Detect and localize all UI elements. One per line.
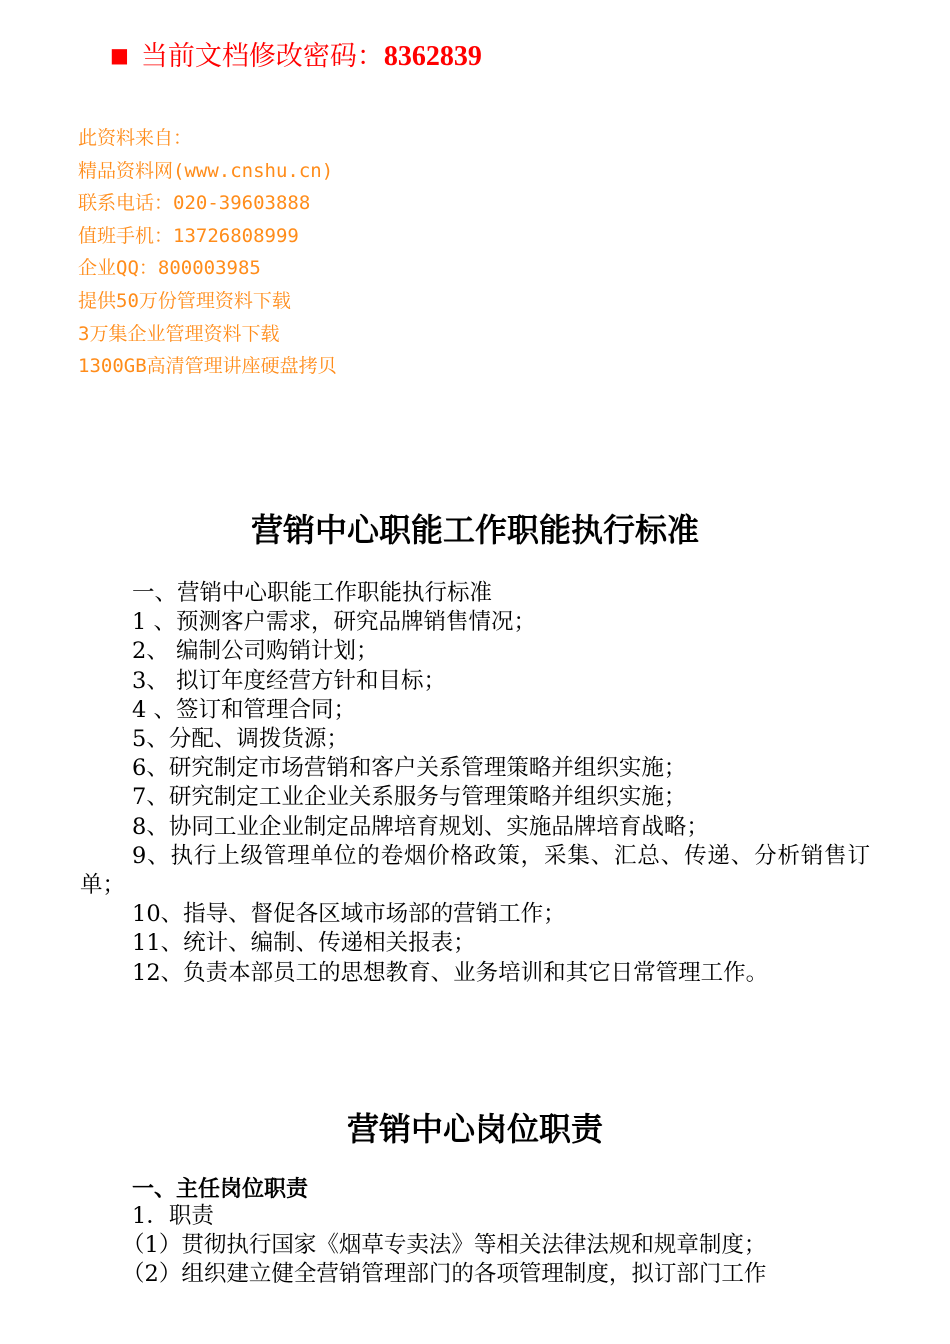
section1-line: 2、 编制公司购销计划； (132, 638, 379, 665)
section1-line: 8、协同工业企业制定品牌培育规划、实施品牌培育战略； (132, 813, 709, 840)
red-square-icon: ■ (110, 43, 129, 67)
source-info-line: 1300GB高清管理讲座硬盘拷贝 (78, 355, 337, 378)
duty-line: 1．职责 (132, 1203, 214, 1229)
section2-title: 营销中心岗位职责 (346, 1110, 603, 1148)
section1-line: 4 、签订和管理合同； (132, 696, 356, 723)
section1-line: 10、指导、督促各区域市场部的营销工作； (132, 901, 566, 928)
section1-wrapped-line: 9、执行上级管理单位的卷烟价格政策，采集、汇总、传递、分析销售订单； (80, 842, 870, 899)
section1-line: 11、统计、编制、传递相关报表； (132, 930, 476, 957)
section2-duties (122, 1202, 872, 1289)
section1-line: 1 、预测客户需求，研究品牌销售情况； (132, 609, 536, 636)
password-code: 8362839 (383, 41, 482, 72)
section1-title: 营销中心职能工作职能执行标准 (250, 511, 699, 549)
section1-body (80, 579, 870, 988)
source-info-line: 提供50万份管理资料下载 (78, 289, 291, 312)
source-info-line: 联系电话：020-39603888 (78, 192, 311, 215)
password-notice (110, 34, 482, 73)
section1-line: 6、研究制定市场营销和客户关系管理策略并组织实施； (132, 755, 687, 782)
source-info-block (78, 122, 337, 383)
duty-line: （2）组织建立健全营销管理部门的各项管理制度，拟订部门工作 (122, 1261, 767, 1287)
source-info-line: 3万集企业管理资料下载 (78, 322, 280, 345)
password-label: 当前文档修改密码： (140, 41, 384, 72)
source-info-line: 精品资料网(www.cnshu.cn) (78, 159, 334, 182)
source-info-line: 此资料来自： (78, 127, 193, 149)
section1-line: 5、分配、调拨货源； (132, 726, 349, 753)
source-info-line: 企业QQ：800003985 (78, 257, 261, 280)
section1-line: 一、营销中心职能工作职能执行标准 (132, 580, 493, 606)
section1-line: 3、 拟订年度经营方针和目标； (132, 667, 446, 694)
source-info-line: 值班手机：13726808999 (78, 224, 299, 247)
section1-line: 12、负责本部员工的思想教育、业务培训和其它日常管理工作。 (132, 959, 769, 986)
duty-line: （1）贯彻执行国家《烟草专卖法》等相关法律法规和规章制度； (122, 1232, 767, 1258)
section1-line: 7、研究制定工业企业关系服务与管理策略并组织实施； (132, 784, 687, 811)
section2-subtitle: 一、主任岗位职责 (132, 1177, 309, 1202)
